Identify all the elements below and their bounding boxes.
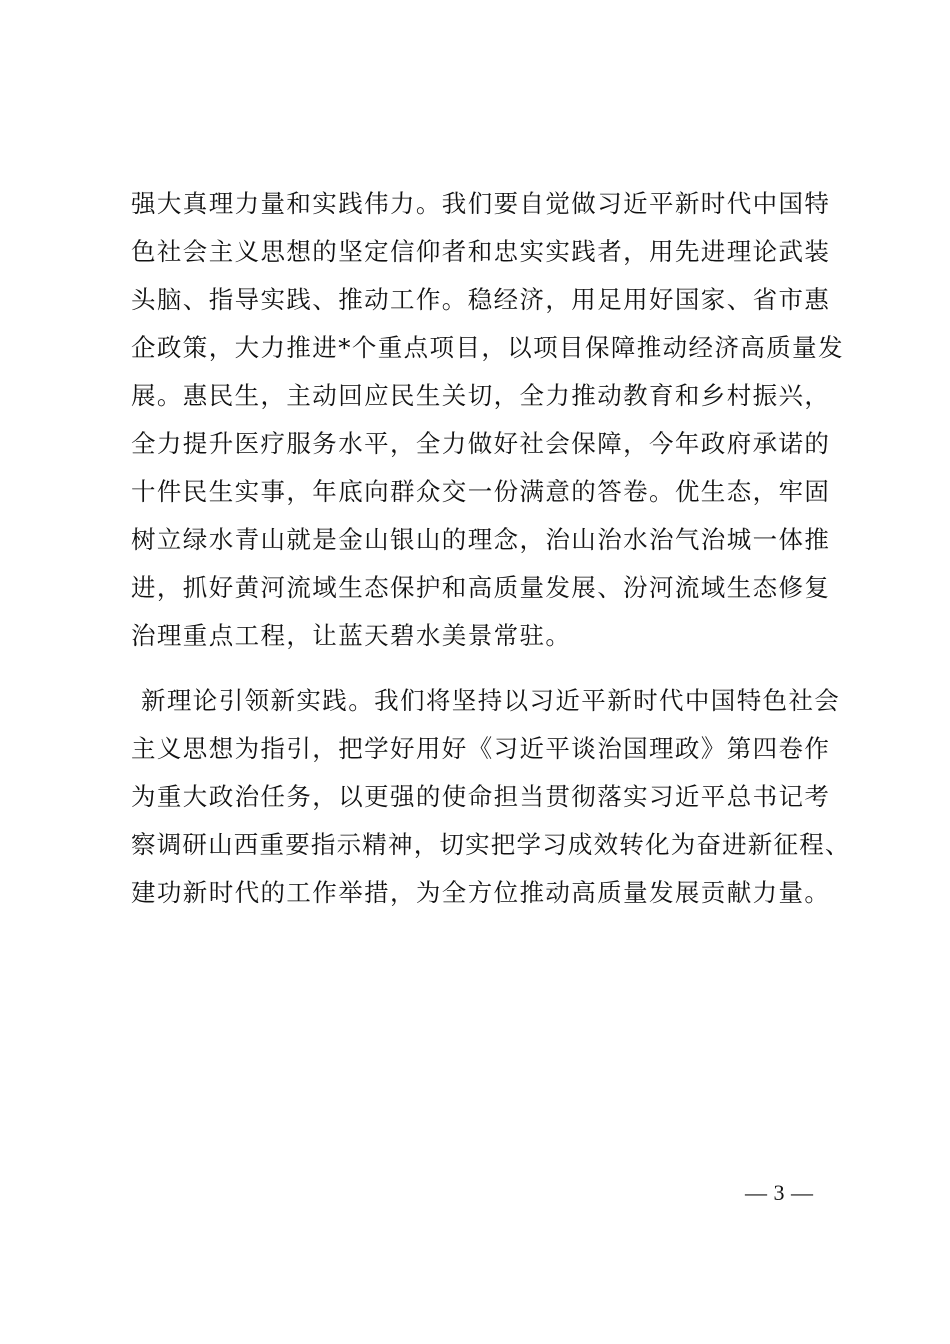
paragraph-line: 树立绿水青山就是金山银山的理念，治山治水治气治城一体推: [131, 525, 831, 554]
paragraph-line: 全力提升医疗服务水平，全力做好社会保障，今年政府承诺的: [131, 429, 831, 458]
paragraph-line: 治理重点工程，让蓝天碧水美景常驻。: [131, 621, 572, 650]
body-paragraph: [131, 180, 851, 660]
paragraph-line: 进，抓好黄河流域生态保护和高质量发展、汾河流域生态修复: [131, 573, 831, 602]
paragraph-line: 为重大政治任务，以更强的使命担当贯彻落实习近平总书记考: [131, 782, 831, 811]
paragraph-line: 展。惠民生，主动回应民生关切，全力推动教育和乡村振兴，: [131, 381, 831, 410]
paragraph-line: 主义思想为指引，把学好用好《习近平谈治国理政》第四卷作: [131, 734, 831, 763]
paragraph-line: 新理论引领新实践。我们将坚持以习近平新时代中国特色社会: [141, 686, 841, 715]
paragraph-line: 十件民生实事，年底向群众交一份满意的答卷。优生态，牢固: [131, 477, 831, 506]
body-paragraph: [131, 677, 851, 917]
paragraph-line: 企政策，大力推进*个重点项目，以项目保障推动经济高质量发: [131, 333, 844, 362]
paragraph-line: 头脑、指导实践、推动工作。稳经济，用足用好国家、省市惠: [131, 285, 831, 314]
paragraph-line: 建功新时代的工作举措，为全方位推动高质量发展贡献力量。: [131, 878, 831, 907]
paragraph-line: 色社会主义思想的坚定信仰者和忠实实践者，用先进理论武装: [131, 237, 831, 266]
page-number: — 3 —: [745, 1180, 814, 1205]
paragraph-line: 强大真理力量和实践伟力。我们要自觉做习近平新时代中国特: [131, 189, 831, 218]
paragraph-line: 察调研山西重要指示精神，切实把学习成效转化为奋进新征程、: [131, 830, 851, 859]
